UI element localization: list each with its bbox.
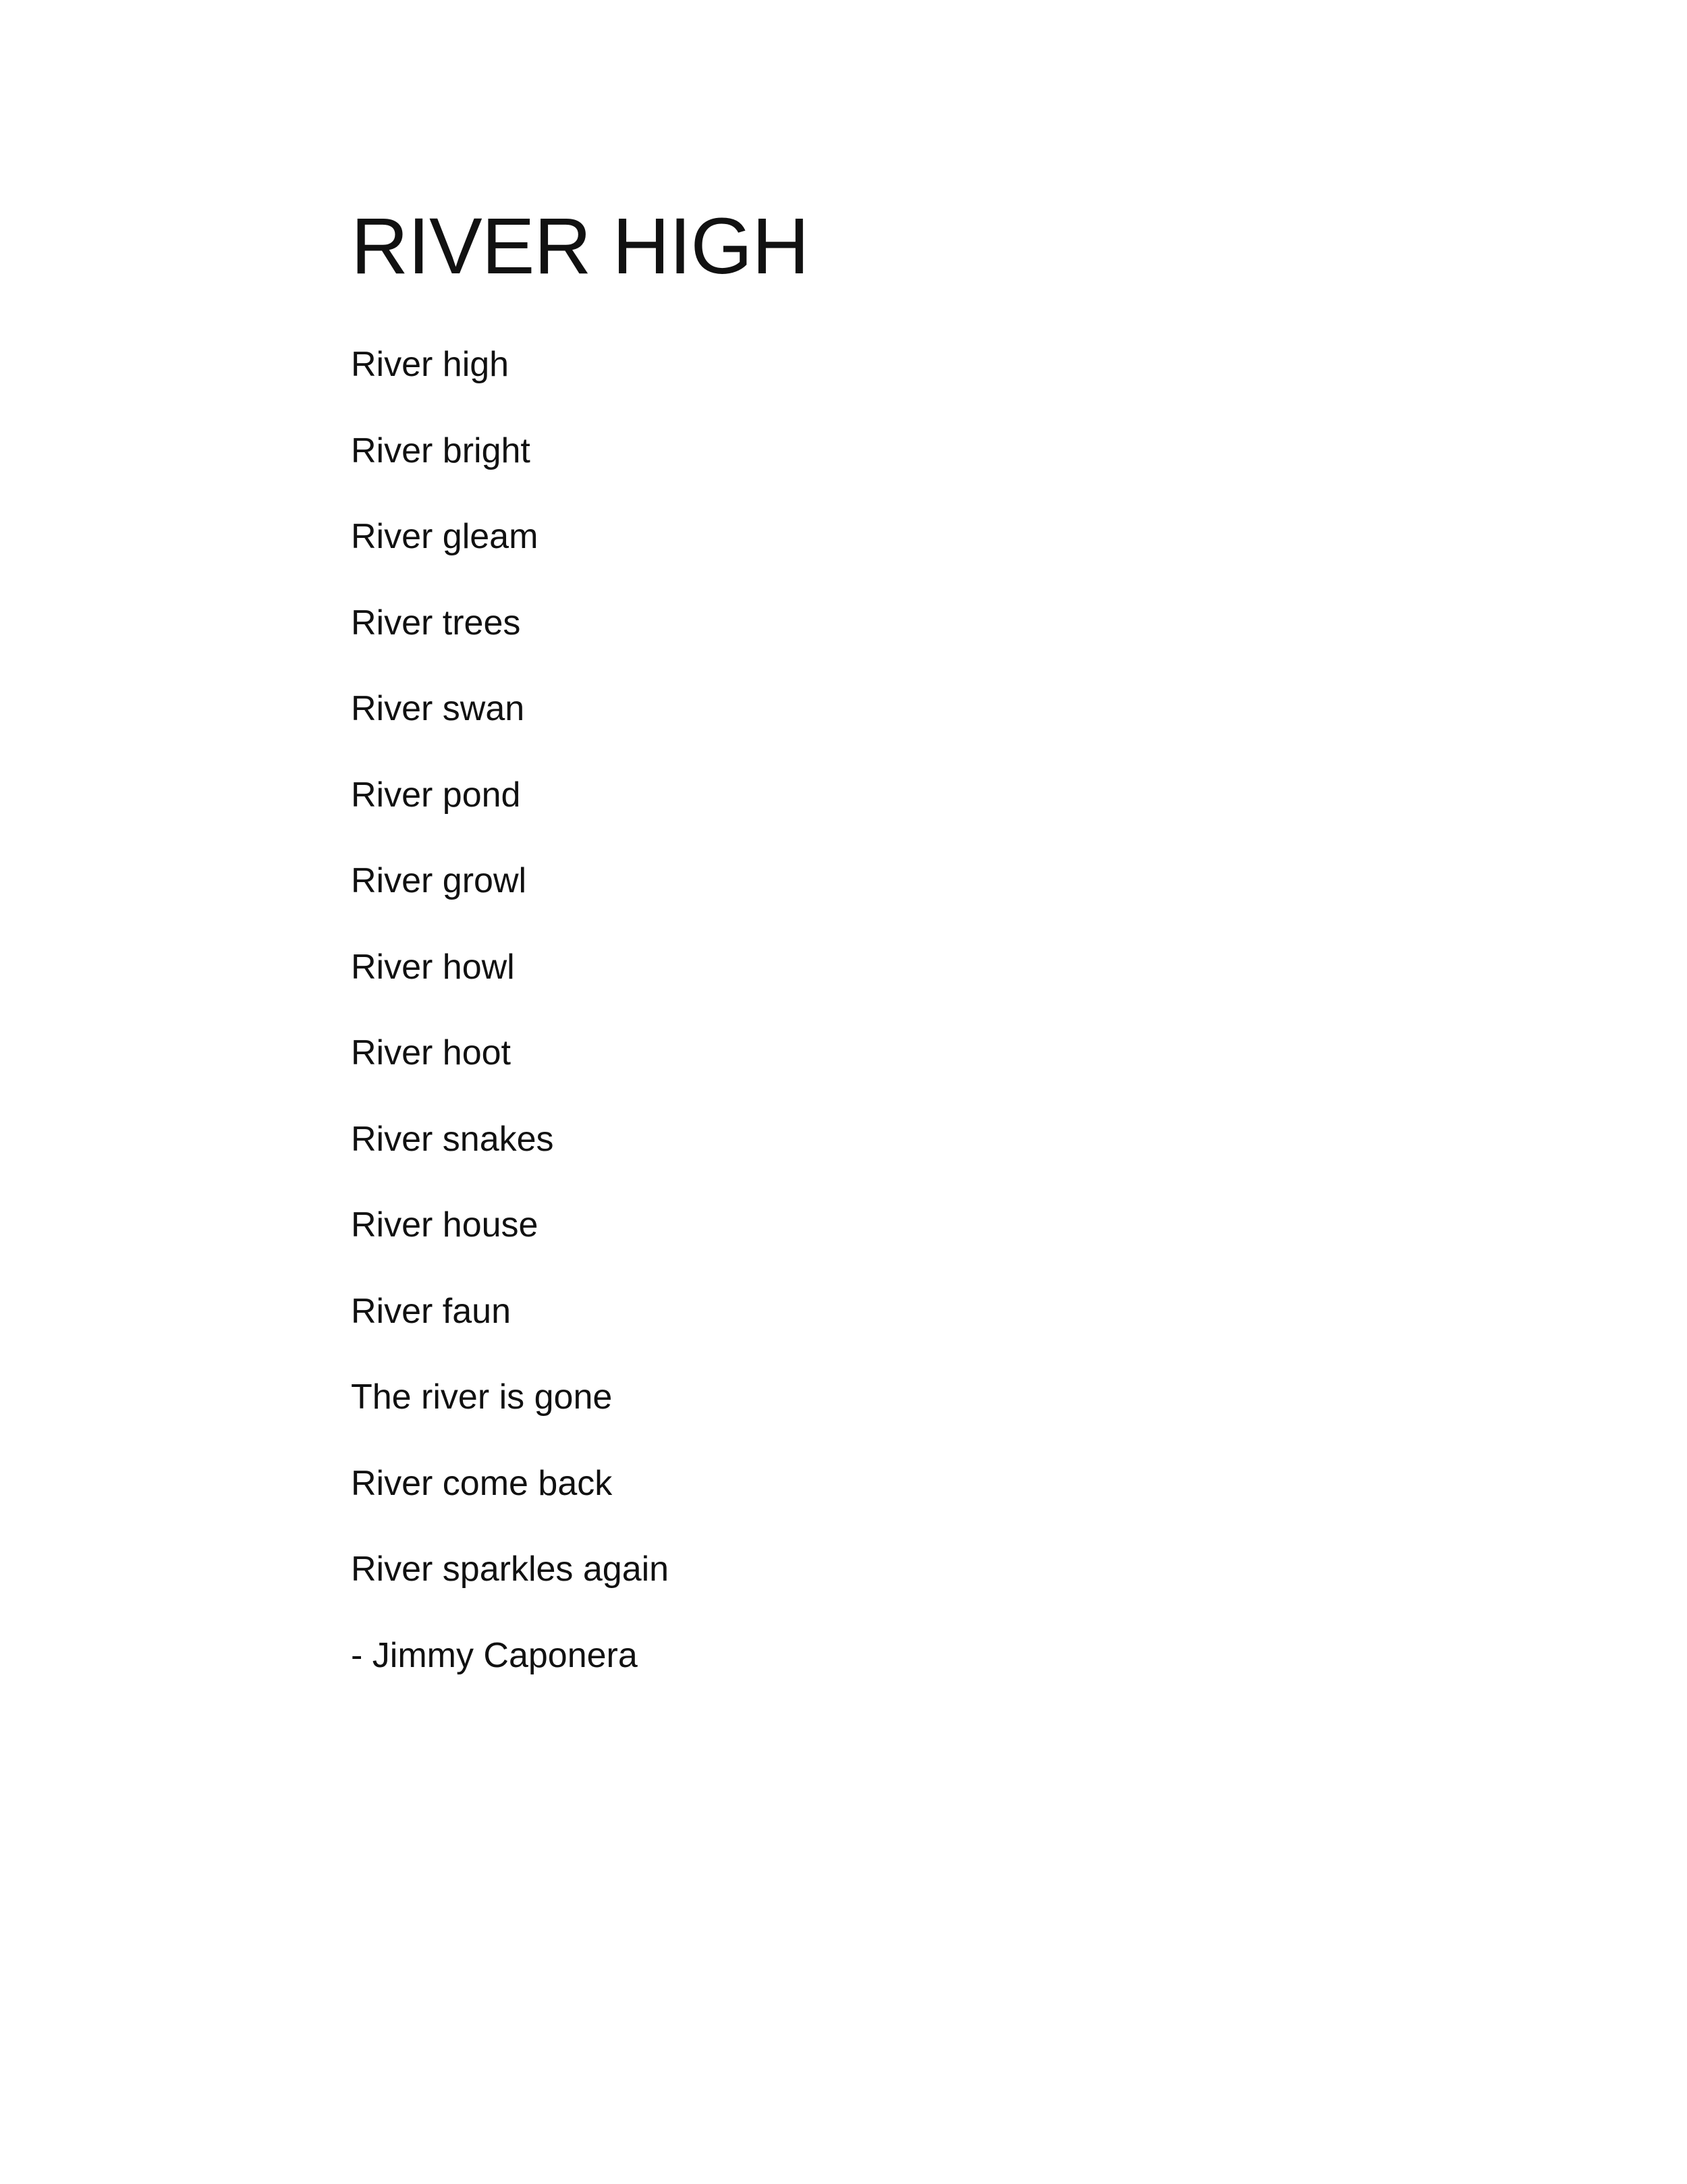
poem-line: River swan	[351, 689, 525, 728]
poem-line: River howl	[351, 947, 515, 987]
poem-line: River faun	[351, 1291, 511, 1331]
poem-line: River hoot	[351, 1033, 511, 1072]
poem-line: River come back	[351, 1463, 613, 1503]
poem-line: River growl	[351, 861, 527, 900]
poem-line: River bright	[351, 431, 530, 470]
poem-line: River gleam	[351, 517, 538, 556]
poem-author: - Jimmy Caponera	[351, 1635, 638, 1675]
poem-line: River trees	[351, 603, 521, 643]
poem-line: River pond	[351, 775, 521, 815]
poem-title: RIVER HIGH	[351, 202, 809, 291]
poem-line: River snakes	[351, 1119, 554, 1159]
document-page	[351, 0, 1431, 2184]
poem-line: River sparkles again	[351, 1550, 669, 1589]
poem-line: The river is gone	[351, 1377, 613, 1417]
poem-body	[351, 337, 669, 1683]
poem-line: River house	[351, 1205, 538, 1245]
poem-line: River high	[351, 345, 509, 384]
